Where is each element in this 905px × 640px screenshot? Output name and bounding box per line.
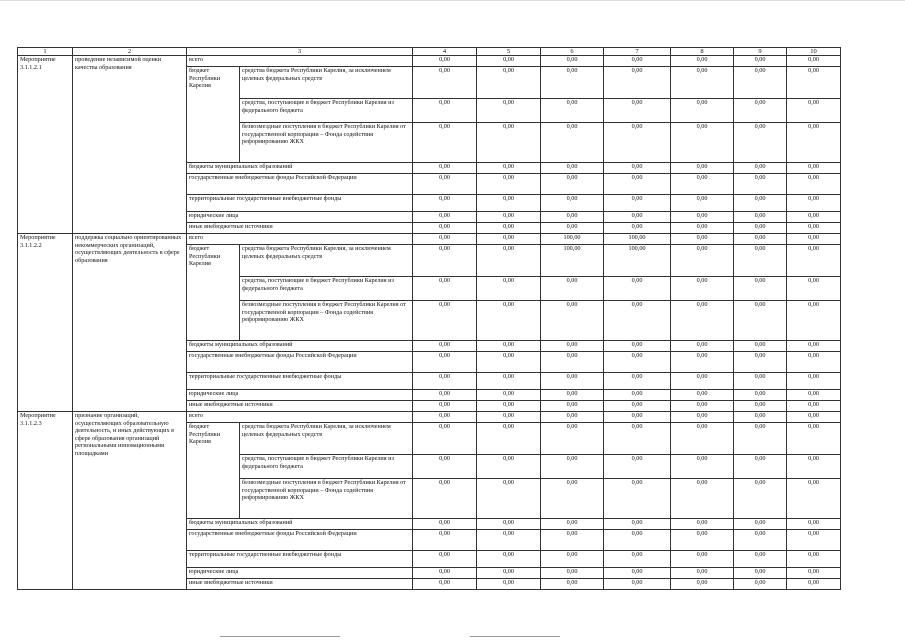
value-cell: 0,00: [604, 390, 671, 401]
value-cell: 0,00: [734, 373, 787, 390]
value-cell: 0,00: [671, 56, 734, 67]
value-cell: 0,00: [734, 341, 787, 352]
value-cell: 0,00: [671, 301, 734, 341]
value-cell: 0,00: [671, 99, 734, 123]
value-cell: 0,00: [787, 212, 841, 223]
value-cell: 0,00: [477, 401, 541, 412]
value-cell: 0,00: [541, 301, 604, 341]
value-cell: 0,00: [541, 212, 604, 223]
value-cell: 0,00: [734, 234, 787, 245]
value-cell: 0,00: [787, 579, 841, 590]
scan-edge-bottom: [470, 636, 560, 637]
value-cell: 0,00: [604, 56, 671, 67]
value-cell: 0,00: [604, 352, 671, 373]
value-cell: 0,00: [413, 390, 477, 401]
header-cell: 10: [787, 48, 841, 56]
value-cell: 0,00: [734, 519, 787, 530]
value-cell: 0,00: [413, 479, 477, 519]
source-label: безвозмездные поступления в бюджет Республики Карелия от государственной корпорации – Фонда содействия реформированию ЖКХ: [240, 123, 413, 163]
value-cell: 0,00: [541, 341, 604, 352]
value-cell: 0,00: [734, 390, 787, 401]
value-cell: 0,00: [787, 341, 841, 352]
value-cell: 0,00: [477, 245, 541, 277]
value-cell: 0,00: [604, 301, 671, 341]
value-cell: 0,00: [787, 401, 841, 412]
value-cell: 0,00: [671, 412, 734, 423]
value-cell: 0,00: [477, 223, 541, 234]
value-cell: 0,00: [477, 579, 541, 590]
value-cell: 0,00: [734, 579, 787, 590]
source-label: территориальные государственные внебюджетные фонды: [187, 195, 413, 212]
value-cell: 0,00: [671, 67, 734, 99]
value-cell: 0,00: [671, 579, 734, 590]
value-cell: 0,00: [413, 56, 477, 67]
header-row: [18, 48, 841, 56]
activity-code: Мероприятие 3.1.1.2.1: [18, 56, 73, 234]
value-cell: 0,00: [787, 479, 841, 519]
value-cell: 0,00: [477, 212, 541, 223]
value-cell: 100,00: [604, 245, 671, 277]
value-cell: 0,00: [477, 341, 541, 352]
value-cell: 0,00: [671, 234, 734, 245]
source-label: юридические лица: [187, 568, 413, 579]
source-label: средства бюджета Республики Карелия, за исключением целевых федеральных средств: [240, 423, 413, 455]
source-label: территориальные государственные внебюджетные фонды: [187, 373, 413, 390]
value-cell: 0,00: [604, 373, 671, 390]
value-cell: 0,00: [477, 479, 541, 519]
header-cell: 8: [671, 48, 734, 56]
header-cell: 6: [541, 48, 604, 56]
header-cell: 1: [18, 48, 73, 56]
value-cell: 0,00: [604, 423, 671, 455]
value-cell: 0,00: [477, 390, 541, 401]
value-cell: 0,00: [787, 163, 841, 174]
value-cell: 0,00: [787, 530, 841, 551]
value-cell: 0,00: [671, 223, 734, 234]
source-label: всего: [187, 412, 413, 423]
value-cell: 0,00: [604, 479, 671, 519]
value-cell: 0,00: [541, 223, 604, 234]
value-cell: 0,00: [787, 373, 841, 390]
value-cell: 0,00: [671, 390, 734, 401]
value-cell: 0,00: [787, 423, 841, 455]
value-cell: 0,00: [477, 519, 541, 530]
source-label: безвозмездные поступления в бюджет Республики Карелия от государственной корпорации – Фонда содействия реформированию ЖКХ: [240, 479, 413, 519]
value-cell: 0,00: [734, 479, 787, 519]
value-cell: 0,00: [541, 373, 604, 390]
value-cell: 0,00: [604, 212, 671, 223]
header-cell: 2: [73, 48, 187, 56]
value-cell: 0,00: [671, 530, 734, 551]
activity-code: Мероприятие 3.1.1.2.3: [18, 412, 73, 590]
value-cell: 0,00: [787, 519, 841, 530]
value-cell: 0,00: [477, 551, 541, 568]
value-cell: 0,00: [477, 99, 541, 123]
value-cell: 0,00: [541, 579, 604, 590]
value-cell: 0,00: [541, 56, 604, 67]
value-cell: 0,00: [604, 277, 671, 301]
value-cell: 0,00: [671, 195, 734, 212]
value-cell: 0,00: [541, 123, 604, 163]
value-cell: 0,00: [413, 174, 477, 195]
value-cell: 0,00: [604, 163, 671, 174]
value-cell: 0,00: [413, 67, 477, 99]
value-cell: 0,00: [477, 195, 541, 212]
value-cell: 0,00: [604, 223, 671, 234]
value-cell: 0,00: [671, 123, 734, 163]
value-cell: 0,00: [671, 519, 734, 530]
source-group-label: бюджет Республики Карелия: [187, 423, 240, 519]
value-cell: 0,00: [734, 67, 787, 99]
value-cell: 0,00: [541, 390, 604, 401]
source-label: бюджеты муниципальных образований: [187, 341, 413, 352]
value-cell: 0,00: [541, 412, 604, 423]
value-cell: 0,00: [413, 519, 477, 530]
value-cell: 0,00: [671, 212, 734, 223]
value-cell: 0,00: [604, 568, 671, 579]
value-cell: 0,00: [477, 568, 541, 579]
value-cell: 0,00: [477, 455, 541, 479]
value-cell: 0,00: [413, 234, 477, 245]
value-cell: 0,00: [413, 530, 477, 551]
source-label: бюджеты муниципальных образований: [187, 519, 413, 530]
value-cell: 0,00: [734, 245, 787, 277]
value-cell: 0,00: [671, 174, 734, 195]
value-cell: 0,00: [541, 67, 604, 99]
value-cell: 0,00: [477, 174, 541, 195]
value-cell: 0,00: [734, 301, 787, 341]
value-cell: 0,00: [671, 455, 734, 479]
value-cell: 0,00: [671, 163, 734, 174]
value-cell: 0,00: [477, 123, 541, 163]
value-cell: 0,00: [413, 123, 477, 163]
value-cell: 0,00: [671, 245, 734, 277]
value-cell: 0,00: [413, 277, 477, 301]
value-cell: 0,00: [477, 56, 541, 67]
funding-table: [17, 47, 841, 590]
value-cell: 0,00: [734, 123, 787, 163]
value-cell: 0,00: [787, 277, 841, 301]
table-row: [18, 412, 841, 423]
value-cell: 0,00: [787, 551, 841, 568]
value-cell: 0,00: [787, 301, 841, 341]
source-label: средства, поступающие в бюджет Республики Карелия из федерального бюджета: [240, 99, 413, 123]
table-row: [18, 234, 841, 245]
value-cell: 0,00: [787, 99, 841, 123]
activity-name: признание организаций, осуществляющих образовательную деятельность, и иных действующих в сфере образования организаций региональными инновационными площадками: [73, 412, 187, 590]
value-cell: 0,00: [734, 163, 787, 174]
source-label: безвозмездные поступления в бюджет Республики Карелия от государственной корпорации – Фонда содействия реформированию ЖКХ: [240, 301, 413, 341]
funding-table-sheet: [17, 47, 841, 590]
value-cell: 0,00: [413, 99, 477, 123]
header-cell: 3: [187, 48, 413, 56]
value-cell: 0,00: [477, 277, 541, 301]
value-cell: 0,00: [477, 412, 541, 423]
source-label: территориальные государственные внебюджетные фонды: [187, 551, 413, 568]
value-cell: 0,00: [787, 412, 841, 423]
value-cell: 0,00: [541, 551, 604, 568]
value-cell: 0,00: [787, 123, 841, 163]
value-cell: 0,00: [541, 519, 604, 530]
value-cell: 0,00: [413, 212, 477, 223]
value-cell: 0,00: [541, 352, 604, 373]
value-cell: 0,00: [413, 412, 477, 423]
value-cell: 0,00: [734, 401, 787, 412]
value-cell: 0,00: [541, 455, 604, 479]
value-cell: 100,00: [604, 234, 671, 245]
value-cell: 0,00: [413, 245, 477, 277]
value-cell: 0,00: [477, 234, 541, 245]
value-cell: 0,00: [541, 479, 604, 519]
value-cell: 0,00: [734, 568, 787, 579]
source-label: всего: [187, 56, 413, 67]
value-cell: 0,00: [413, 373, 477, 390]
value-cell: 0,00: [787, 67, 841, 99]
value-cell: 0,00: [413, 579, 477, 590]
header-cell: 5: [477, 48, 541, 56]
value-cell: 0,00: [734, 551, 787, 568]
source-label: средства, поступающие в бюджет Республики Карелия из федерального бюджета: [240, 455, 413, 479]
value-cell: 0,00: [787, 455, 841, 479]
value-cell: 0,00: [734, 412, 787, 423]
value-cell: 0,00: [541, 174, 604, 195]
source-label: всего: [187, 234, 413, 245]
value-cell: 0,00: [413, 341, 477, 352]
value-cell: 0,00: [604, 174, 671, 195]
value-cell: 0,00: [541, 277, 604, 301]
value-cell: 0,00: [604, 579, 671, 590]
value-cell: 0,00: [734, 195, 787, 212]
value-cell: 0,00: [734, 352, 787, 373]
value-cell: 0,00: [413, 301, 477, 341]
source-label: иные внебюджетные источники: [187, 223, 413, 234]
value-cell: 0,00: [541, 401, 604, 412]
source-label: государственные внебюджетные фонды Российской Федерации: [187, 530, 413, 551]
value-cell: 0,00: [787, 352, 841, 373]
value-cell: 0,00: [671, 352, 734, 373]
value-cell: 0,00: [541, 568, 604, 579]
value-cell: 0,00: [734, 277, 787, 301]
source-label: средства бюджета Республики Карелия, за исключением целевых федеральных средств: [240, 67, 413, 99]
value-cell: 0,00: [787, 234, 841, 245]
value-cell: 0,00: [787, 223, 841, 234]
value-cell: 0,00: [541, 163, 604, 174]
value-cell: 0,00: [787, 56, 841, 67]
source-label: юридические лица: [187, 390, 413, 401]
header-cell: 4: [413, 48, 477, 56]
value-cell: 0,00: [413, 195, 477, 212]
value-cell: 0,00: [734, 174, 787, 195]
value-cell: 0,00: [787, 195, 841, 212]
value-cell: 0,00: [671, 479, 734, 519]
value-cell: 0,00: [671, 373, 734, 390]
value-cell: 0,00: [413, 352, 477, 373]
source-label: иные внебюджетные источники: [187, 579, 413, 590]
value-cell: 0,00: [604, 455, 671, 479]
activity-code: Мероприятие 3.1.1.2.2: [18, 234, 73, 412]
value-cell: 0,00: [671, 401, 734, 412]
value-cell: 0,00: [604, 99, 671, 123]
value-cell: 0,00: [413, 455, 477, 479]
value-cell: 0,00: [734, 423, 787, 455]
value-cell: 0,00: [671, 568, 734, 579]
activity-name: проведение независимой оценки качества образования: [73, 56, 187, 234]
value-cell: 0,00: [477, 530, 541, 551]
value-cell: 0,00: [413, 401, 477, 412]
source-label: иные внебюджетные источники: [187, 401, 413, 412]
value-cell: 0,00: [541, 195, 604, 212]
table-row: [18, 56, 841, 67]
value-cell: 0,00: [604, 412, 671, 423]
value-cell: 0,00: [477, 423, 541, 455]
value-cell: 0,00: [477, 301, 541, 341]
source-label: средства, поступающие в бюджет Республики Карелия из федерального бюджета: [240, 277, 413, 301]
source-label: государственные внебюджетные фонды Российской Федерации: [187, 174, 413, 195]
value-cell: 0,00: [734, 455, 787, 479]
source-group-label: бюджет Республики Карелия: [187, 245, 240, 341]
scan-edge-bottom: [220, 636, 340, 637]
value-cell: 0,00: [671, 277, 734, 301]
value-cell: 0,00: [477, 67, 541, 99]
value-cell: 0,00: [787, 174, 841, 195]
value-cell: 0,00: [604, 123, 671, 163]
value-cell: 0,00: [413, 223, 477, 234]
header-cell: 9: [734, 48, 787, 56]
source-group-label: бюджет Республики Карелия: [187, 67, 240, 163]
value-cell: 0,00: [477, 373, 541, 390]
value-cell: 0,00: [604, 519, 671, 530]
value-cell: 0,00: [604, 341, 671, 352]
value-cell: 0,00: [671, 551, 734, 568]
value-cell: 0,00: [604, 67, 671, 99]
value-cell: 0,00: [604, 195, 671, 212]
value-cell: 0,00: [413, 163, 477, 174]
value-cell: 0,00: [413, 423, 477, 455]
value-cell: 0,00: [604, 551, 671, 568]
source-label: юридические лица: [187, 212, 413, 223]
source-label: средства бюджета Республики Карелия, за исключением целевых федеральных средств: [240, 245, 413, 277]
value-cell: 100,00: [541, 245, 604, 277]
activity-name: поддержка социально ориентированных некоммерческих организаций, осуществляющих деятельность в сфере образования: [73, 234, 187, 412]
value-cell: 0,00: [541, 99, 604, 123]
value-cell: 0,00: [477, 163, 541, 174]
value-cell: 0,00: [787, 390, 841, 401]
value-cell: 100,00: [541, 234, 604, 245]
source-label: бюджеты муниципальных образований: [187, 163, 413, 174]
value-cell: 0,00: [734, 212, 787, 223]
value-cell: 0,00: [413, 551, 477, 568]
value-cell: 0,00: [734, 223, 787, 234]
scan-edge-top: [0, 0, 905, 1]
value-cell: 0,00: [477, 352, 541, 373]
value-cell: 0,00: [541, 530, 604, 551]
value-cell: 0,00: [734, 99, 787, 123]
value-cell: 0,00: [604, 401, 671, 412]
source-label: государственные внебюджетные фонды Российской Федерации: [187, 352, 413, 373]
header-cell: 7: [604, 48, 671, 56]
value-cell: 0,00: [787, 568, 841, 579]
value-cell: 0,00: [671, 423, 734, 455]
value-cell: 0,00: [541, 423, 604, 455]
value-cell: 0,00: [734, 530, 787, 551]
value-cell: 0,00: [671, 341, 734, 352]
value-cell: 0,00: [734, 56, 787, 67]
value-cell: 0,00: [604, 530, 671, 551]
value-cell: 0,00: [413, 568, 477, 579]
value-cell: 0,00: [787, 245, 841, 277]
